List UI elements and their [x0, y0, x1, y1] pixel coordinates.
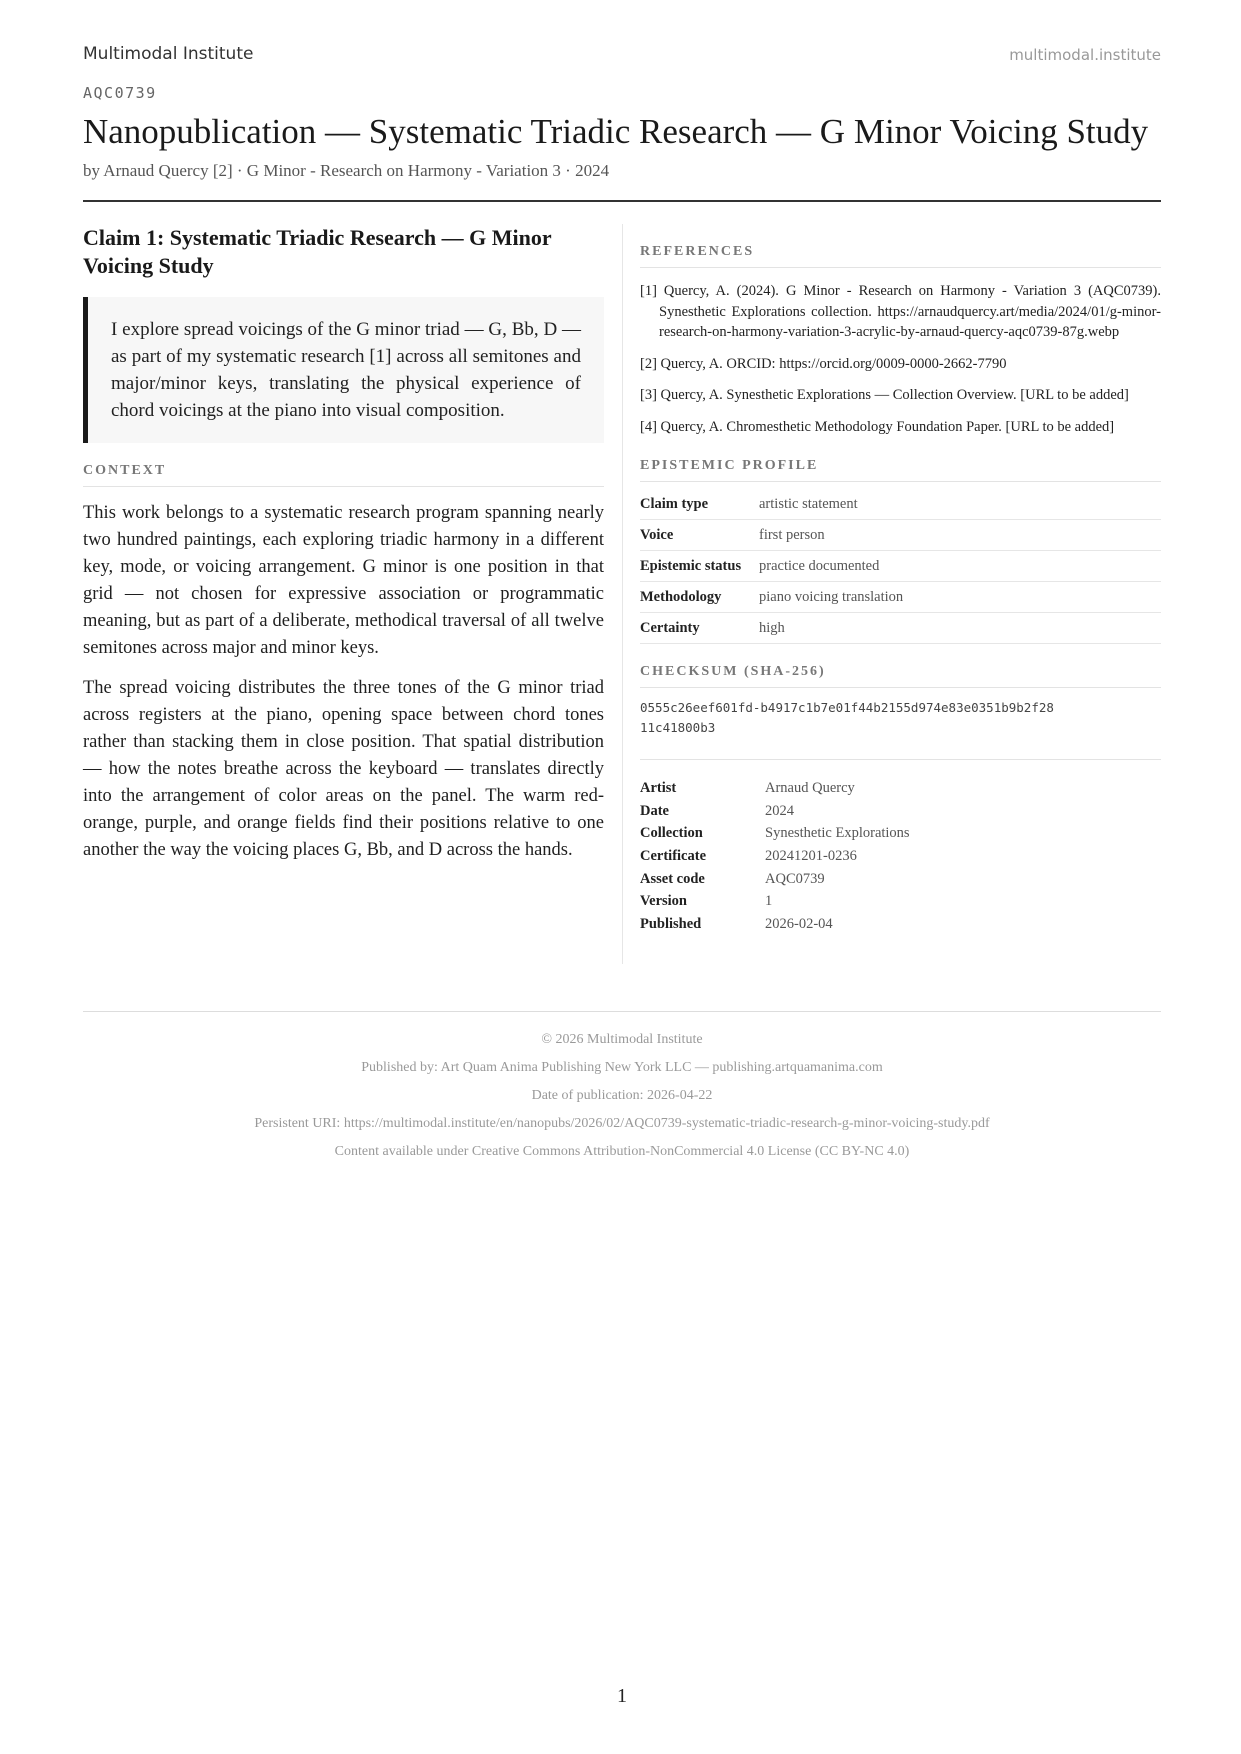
table-row [640, 868, 910, 891]
institution-domain: multimodal.institute [1009, 46, 1161, 64]
sidebar-column [640, 244, 1161, 936]
column-divider [622, 224, 623, 964]
metadata-table [640, 777, 910, 936]
metadata-value: Arnaud Quercy [765, 779, 855, 796]
references-list [640, 281, 1161, 437]
profile-value: high [759, 613, 1161, 644]
table-row [640, 520, 1161, 551]
checksum-label: CHECKSUM (SHA-256) [640, 664, 1161, 688]
masthead [83, 44, 1161, 68]
byline: by Arnaud Quercy [2] · G Minor - Research on Harmony - Variation 3 · 2024 [83, 161, 610, 180]
profile-value: piano voicing translation [759, 582, 1161, 613]
page-title: Nanopublication — Systematic Triadic Research — G Minor Voicing Study [83, 112, 1149, 151]
table-row [640, 913, 910, 936]
table-row [640, 613, 1161, 644]
footer-publisher: Published by: Art Quam Anima Publishing New York LLC — publishing.artquamanima.com [361, 1060, 883, 1075]
metadata-value: Synesthetic Explorations [765, 825, 910, 842]
context-paragraph-1: This work belongs to a systematic research program spanning nearly two hundred paintings, each exploring triadic harmony in a different key, mode, or voicing arrangement. G minor is one position in that grid — not chosen for expressive association or programmatic meaning, but as part of a deliberate, methodical traversal of all twelve semitones across major and minor keys. [83, 503, 604, 658]
footer-divider [83, 1011, 1161, 1012]
page-number: 1 [617, 1685, 627, 1707]
metadata-value: 2026-02-04 [765, 915, 833, 932]
profile-value: first person [759, 520, 1161, 551]
reference-item-2: [2] Quercy, A. ORCID: https://orcid.org/0009-0000-2662-7790 [640, 355, 1007, 372]
table-row [640, 800, 910, 823]
profile-key: Claim type [640, 489, 759, 520]
table-row [640, 489, 1161, 520]
reference-item-3: [3] Quercy, A. Synesthetic Explorations — Collection Overview. [URL to be added] [640, 387, 1129, 403]
references-label: REFERENCES [640, 244, 1161, 268]
metadata-value: 2024 [765, 802, 794, 819]
document-page [83, 0, 1161, 1754]
table-row [640, 777, 910, 800]
metadata-key: Asset code [640, 870, 705, 887]
metadata-key: Certificate [640, 847, 707, 864]
metadata-value: 20241201-0236 [765, 847, 857, 864]
metadata-key: Date [640, 802, 669, 819]
footer [83, 1029, 1161, 1169]
checksum-value: 0555c26eef601fd-b4917c1b7e01f44b2155d974e83e0351b9b2f2811c41800b3 [640, 700, 1054, 735]
context-label: CONTEXT [83, 463, 604, 487]
epistemic-profile-label: EPISTEMIC PROFILE [640, 458, 1161, 482]
footer-publication-date: Date of publication: 2026-04-22 [531, 1088, 713, 1103]
profile-key: Certainty [640, 613, 759, 644]
table-row [640, 845, 910, 868]
profile-key: Methodology [640, 582, 759, 613]
asset-code: AQC0739 [83, 84, 157, 102]
institution-name: Multimodal Institute [83, 44, 254, 64]
metadata-key: Published [640, 915, 702, 932]
metadata-value: AQC0739 [765, 870, 825, 887]
metadata-key: Version [640, 893, 687, 910]
metadata-key: Artist [640, 779, 677, 796]
claim-quote: I explore spread voicings of the G minor triad — G, Bb, D — as part of my systematic research [1] across all semitones and major/minor keys, translating the physical experience of chord voicings at the piano into visual composition. [83, 297, 604, 443]
epistemic-profile-table [640, 489, 1161, 644]
reference-item-1: [1] Quercy, A. (2024). G Minor - Research on Harmony - Variation 3 (AQC0739). Synesthetic Explorations collection. https://arnaudquercy.art/media/2024/01/g-minor-research-on-harmony-variation-3-acrylic-by-arnaud-quercy-aqc0739-87g.webp [640, 283, 1161, 340]
footer-copyright: © 2026 Multimodal Institute [541, 1032, 703, 1047]
profile-key: Epistemic status [640, 551, 759, 582]
main-column [83, 224, 604, 864]
reference-item-4: [4] Quercy, A. Chromesthetic Methodology Foundation Paper. [URL to be added] [640, 418, 1115, 435]
metadata-key: Collection [640, 825, 703, 842]
claim-heading: Claim 1: Systematic Triadic Research — G Minor Voicing Study [83, 225, 552, 278]
metadata-divider [640, 759, 1161, 760]
profile-value: artistic statement [759, 489, 1161, 520]
table-row [640, 822, 910, 845]
context-paragraph-2: The spread voicing distributes the three tones of the G minor triad across registers at the piano, opening space between chord tones rather than stacking them in close position. That spatial distribution — how the notes breathe across the keyboard — translates directly into the arrangement of color areas on the panel. The warm red-orange, purple, and orange fields find their positions relative to one another the way the voicing places G, Bb, and D across the hands. [83, 678, 604, 860]
table-row [640, 582, 1161, 613]
title-divider [83, 200, 1161, 202]
footer-persistent-uri: Persistent URI: https://multimodal.institute/en/nanopubs/2026/02/AQC0739-systematic-triadic-research-g-minor-voicing-study.pdf [254, 1116, 990, 1131]
table-row [640, 551, 1161, 582]
metadata-value: 1 [765, 893, 773, 910]
table-row [640, 890, 910, 913]
profile-value: practice documented [759, 551, 1161, 582]
footer-license: Content available under Creative Commons Attribution-NonCommercial 4.0 License (CC BY-NC 4.0) [334, 1144, 910, 1159]
profile-key: Voice [640, 520, 759, 551]
